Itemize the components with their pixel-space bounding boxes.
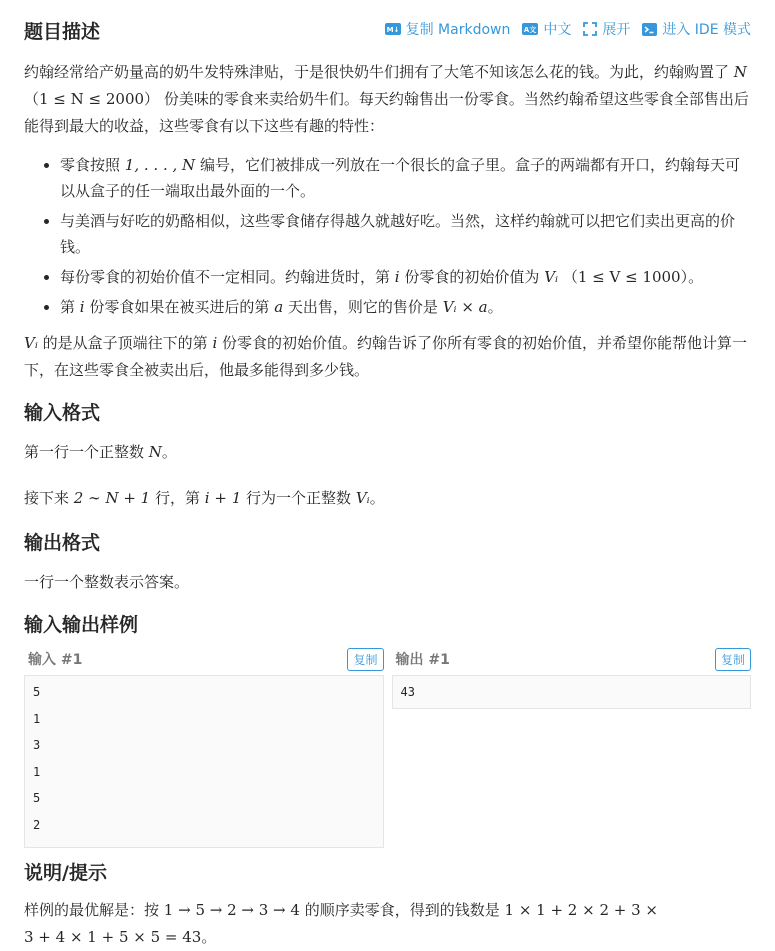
intro-text: 约翰经常给产奶量高的奶牛发特殊津贴，于是很快奶牛们拥有了大笔不知该怎么花的钱。为此，约翰购置了 xyxy=(24,63,730,81)
item-math: i xyxy=(394,268,400,286)
format-text: 第一行一个正整数 xyxy=(24,443,145,461)
item-math: 1, . . . , N xyxy=(124,156,196,174)
format-text: 接下来 xyxy=(24,489,70,507)
format-math: 2 ∼ N + 1 xyxy=(73,489,151,507)
sample-input-header xyxy=(24,645,384,673)
item-math: Vᵢ xyxy=(544,268,559,286)
translate-icon xyxy=(522,23,538,35)
outro-paragraph xyxy=(24,330,751,384)
input-format-line-2 xyxy=(24,485,751,512)
svg-text:M↓: M↓ xyxy=(386,26,400,34)
item-text: 第 xyxy=(60,298,76,316)
list-item xyxy=(60,294,751,320)
format-math: Vᵢ xyxy=(355,489,370,507)
math-n: N xyxy=(733,63,747,81)
sample-output-header xyxy=(392,645,752,673)
hint-title: 说明/提示 xyxy=(24,862,107,884)
copy-output-button[interactable]: 复制 xyxy=(715,648,751,671)
toolbar-actions xyxy=(385,19,751,39)
svg-text:A文: A文 xyxy=(524,26,537,34)
item-text: 零食按照 xyxy=(60,156,121,174)
output-format-text: 一行一个整数表示答案。 xyxy=(24,573,190,591)
format-math: N xyxy=(148,443,162,461)
item-math: a xyxy=(274,298,284,316)
description-header xyxy=(24,0,751,58)
hint-text-part: 的顺序卖零食，得到的钱数是 xyxy=(304,901,500,919)
language-label: 中文 xyxy=(543,22,572,38)
list-item xyxy=(60,208,751,260)
math-i: i xyxy=(212,334,218,352)
description-body xyxy=(24,59,751,384)
copy-markdown-button[interactable] xyxy=(385,19,511,39)
expand-button[interactable] xyxy=(583,19,630,39)
item-text: 份零食的初始价值为 xyxy=(404,268,540,286)
code-line: 1 xyxy=(33,711,41,726)
outro-text-2: 份零食的初始价值。约翰告诉了你所有零食的初始价值，并希望你能帮他计算一下，在这些零食全被卖出后，他最多能得到多少钱。 xyxy=(24,334,748,379)
code-line: 5 xyxy=(33,791,41,805)
copy-input-button[interactable]: 复制 xyxy=(347,648,383,671)
hint-text xyxy=(24,897,751,951)
hint-text-part: 。 xyxy=(201,928,217,946)
math-range: （1 ≤ N ≤ 2000） xyxy=(24,90,160,108)
intro-text-2: 份美味的零食来卖给奶牛们。每天约翰售出一份零食。当然约翰希望这些零食全部售出后能得到最大的收益，这些零食有以下这些有趣的特性： xyxy=(24,90,749,135)
hint-text-part: 样例的最优解是：按 xyxy=(24,901,160,919)
item-math: i xyxy=(79,298,85,316)
input-format-title: 输入格式 xyxy=(24,402,101,424)
markdown-icon xyxy=(385,23,401,35)
item-text: 。 xyxy=(487,298,503,316)
sample-input xyxy=(24,645,384,848)
code-line: 43 xyxy=(400,685,415,699)
format-text: 行为一个正整数 xyxy=(246,489,352,507)
code-line: 2 xyxy=(33,817,41,832)
code-line: 3 xyxy=(33,738,41,752)
input-format-line-1 xyxy=(24,439,751,466)
code-line: 1 xyxy=(33,764,41,779)
language-button[interactable] xyxy=(522,19,571,39)
feature-list xyxy=(24,152,751,320)
output-format-title: 输出格式 xyxy=(24,532,101,554)
code-line: 5 xyxy=(33,685,41,699)
format-text: 。 xyxy=(369,489,385,507)
sample-output-label: 输出 #1 xyxy=(395,652,450,668)
copy-markdown-label: 复制 Markdown xyxy=(405,22,511,38)
hint-math: 1 × 1 + 2 × 2 + 3 × xyxy=(504,901,658,919)
samples-title: 输入输出样例 xyxy=(24,614,139,636)
sample-output-code[interactable] xyxy=(392,675,752,709)
item-text: 每份零食的初始价值不一定相同。约翰进货时，第 xyxy=(60,268,391,286)
item-text: 与美酒与好吃的奶酪相似，这些零食储存得越久就越好吃。当然，这样约翰就可以把它们卖出更高的价钱。 xyxy=(60,212,736,256)
list-item xyxy=(60,152,751,204)
sample-input-label: 输入 #1 xyxy=(28,652,83,668)
expand-label: 展开 xyxy=(602,22,631,38)
format-math: i + 1 xyxy=(204,489,242,507)
sample-output xyxy=(392,645,752,848)
item-text: 天出售，则它的售价是 xyxy=(287,298,438,316)
outro-text: 的是从盒子顶端往下的第 xyxy=(42,334,208,352)
item-text: 编号，它们被排成一列放在一个很长的盒子里。盒子的两端都有开口，约翰每天可以从盒子的任一端取出最外面的一个。 xyxy=(60,156,740,200)
list-item xyxy=(60,264,751,290)
ide-mode-label: 进入 IDE 模式 xyxy=(662,22,751,38)
item-math: Vᵢ × a xyxy=(442,298,488,316)
format-text: 。 xyxy=(161,443,177,461)
hint-math: 1 → 5 → 2 → 3 → 4 xyxy=(163,901,300,919)
intro-paragraph xyxy=(24,59,751,140)
ide-mode-button[interactable] xyxy=(642,19,751,39)
samples-container xyxy=(24,645,751,848)
terminal-icon xyxy=(642,23,657,36)
description-title: 题目描述 xyxy=(24,20,101,43)
sample-input-code[interactable] xyxy=(24,675,384,848)
hint-math: 3 + 4 × 1 + 5 × 5 = 43 xyxy=(24,928,202,946)
expand-icon xyxy=(583,22,597,36)
math-vi: Vᵢ xyxy=(24,334,38,352)
format-text: 行，第 xyxy=(155,489,201,507)
item-math: （1 ≤ V ≤ 1000）。 xyxy=(562,268,704,286)
item-text: 份零食如果在被买进后的第 xyxy=(89,298,270,316)
